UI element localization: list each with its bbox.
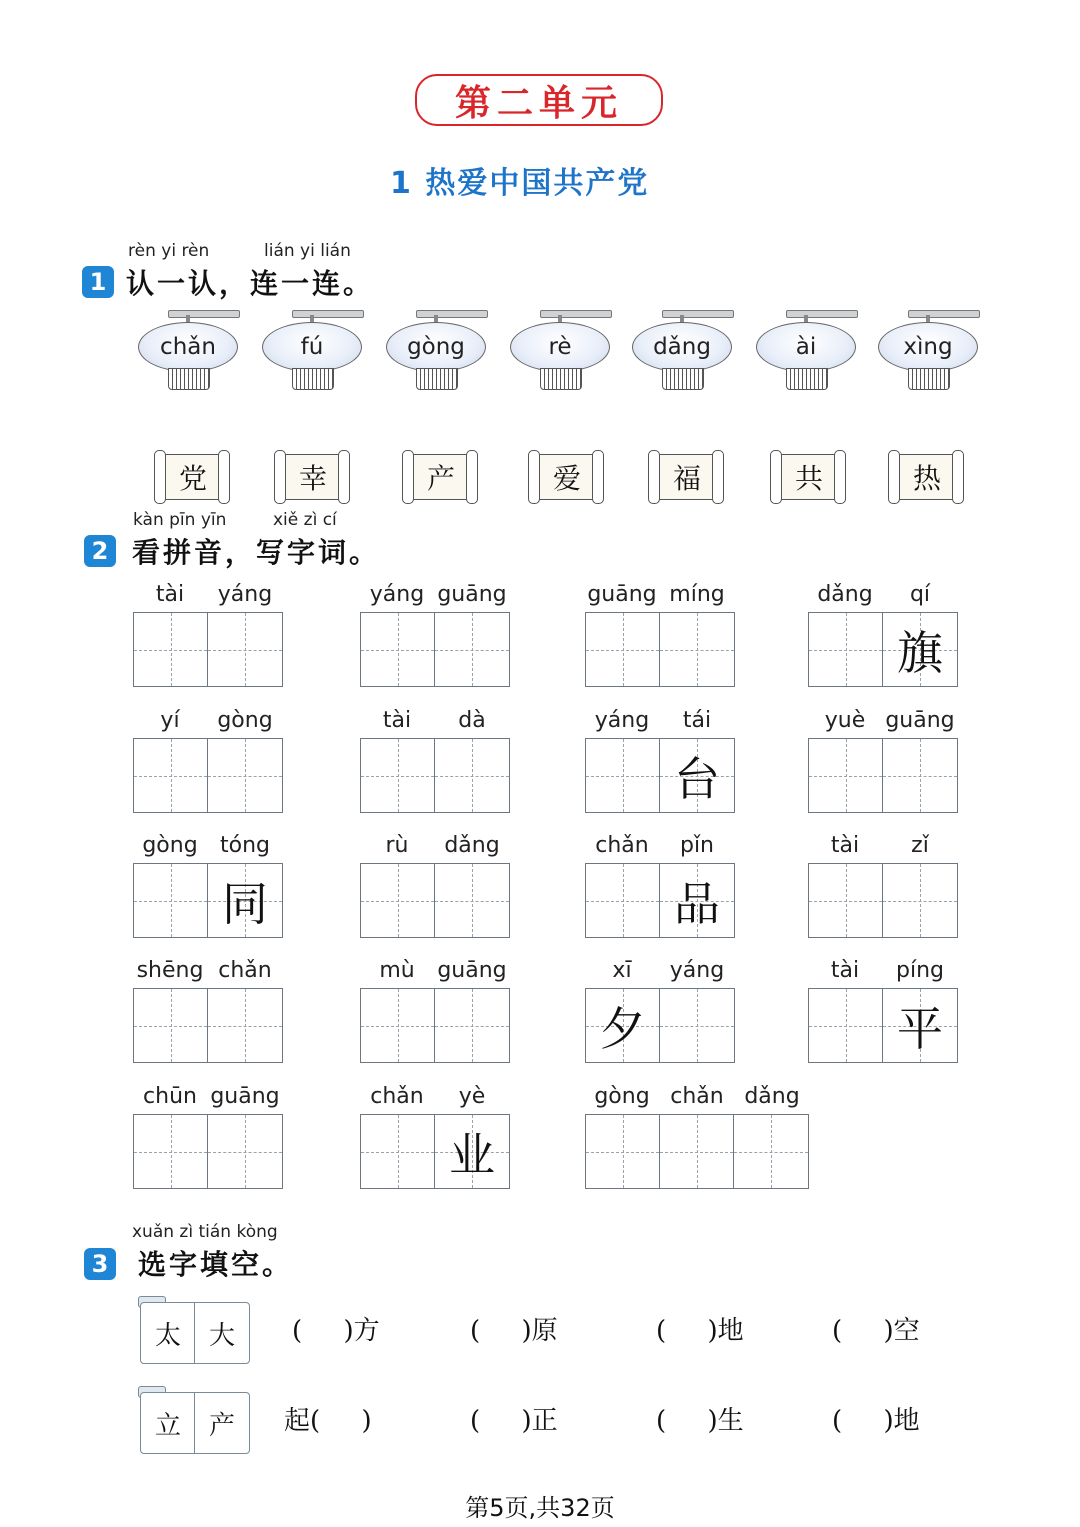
scroll-rod-right <box>952 450 964 504</box>
scroll-rod-left <box>770 450 782 504</box>
writing-cell[interactable] <box>586 739 660 812</box>
scroll-rod-right <box>712 450 724 504</box>
pinyin-syllable: gòng <box>217 708 273 733</box>
fill-blank-item[interactable]: ( )生 <box>656 1406 744 1436</box>
pinyin-syllable: dà <box>458 708 486 733</box>
writing-cell[interactable] <box>208 989 282 1062</box>
writing-grid <box>133 863 283 938</box>
section2-pinyin-a: kàn pīn yīn <box>133 510 227 530</box>
pinyin-syllable: míng <box>669 582 725 607</box>
writing-cell[interactable] <box>883 989 957 1062</box>
writing-grid <box>808 863 958 938</box>
writing-grid <box>360 988 510 1063</box>
writing-cell[interactable] <box>208 739 282 812</box>
writing-cell[interactable] <box>883 739 957 812</box>
writing-grid <box>360 738 510 813</box>
writing-grid <box>585 1114 809 1189</box>
writing-cell[interactable] <box>883 613 957 686</box>
cell-character: 台 <box>674 751 720 806</box>
scroll-rod-left <box>528 450 540 504</box>
lantern-tassel <box>908 368 950 390</box>
book-character: 大 <box>194 1302 250 1364</box>
lantern[interactable] <box>138 310 238 394</box>
writing-cell[interactable] <box>660 989 734 1062</box>
writing-grid <box>133 738 283 813</box>
lantern-cap <box>540 310 612 318</box>
fill-blank-item[interactable]: ( )空 <box>832 1316 920 1346</box>
writing-cell[interactable] <box>361 1115 435 1188</box>
pinyin-syllable: yáng <box>669 958 725 983</box>
book-character: 产 <box>194 1392 250 1454</box>
writing-grid <box>133 1114 283 1189</box>
pinyin-syllable: xī <box>612 958 632 983</box>
pinyin-syllable: tóng <box>220 833 270 858</box>
cell-character: 平 <box>897 1001 943 1056</box>
lantern[interactable] <box>878 310 978 394</box>
writing-cell[interactable] <box>208 864 282 937</box>
scroll-rod-right <box>834 450 846 504</box>
writing-grid <box>808 738 958 813</box>
writing-grid <box>360 1114 510 1189</box>
lantern-tassel <box>786 368 828 390</box>
lantern-cap <box>168 310 240 318</box>
writing-cell[interactable] <box>586 989 660 1062</box>
pinyin-syllable: tài <box>830 958 860 983</box>
writing-cell[interactable] <box>809 739 883 812</box>
pinyin-syllable: qí <box>909 582 931 607</box>
writing-cell[interactable] <box>586 613 660 686</box>
scroll-card[interactable] <box>154 450 230 502</box>
scroll-rod-left <box>274 450 286 504</box>
lantern[interactable] <box>510 310 610 394</box>
scroll-card[interactable] <box>402 450 478 502</box>
writing-cell[interactable] <box>361 989 435 1062</box>
scroll-character: 共 <box>778 454 840 500</box>
pinyin-syllable: chǎn <box>218 958 272 983</box>
writing-cell[interactable] <box>435 864 509 937</box>
writing-cell[interactable] <box>734 1115 808 1188</box>
scroll-card[interactable] <box>528 450 604 502</box>
section2-title: 看拼音，写字词。 <box>132 536 381 569</box>
pinyin-syllable: chǎn <box>370 1084 424 1109</box>
section2-pinyin-b: xiě zì cí <box>273 510 337 530</box>
pinyin-syllable: tài <box>382 708 412 733</box>
writing-grid <box>585 988 735 1063</box>
lantern-pinyin: ài <box>756 322 856 372</box>
scroll-card[interactable] <box>274 450 350 502</box>
fill-blank-item[interactable]: ( )方 <box>292 1316 380 1346</box>
writing-cell[interactable] <box>134 864 208 937</box>
scroll-character: 爱 <box>536 454 598 500</box>
section1-title: 认一认，连一连。 <box>126 267 375 300</box>
pinyin-syllable: tái <box>682 708 712 733</box>
scroll-character: 产 <box>410 454 472 500</box>
writing-cell[interactable] <box>134 613 208 686</box>
pinyin-syllable: gòng <box>594 1084 650 1109</box>
scroll-rod-left <box>648 450 660 504</box>
scroll-character: 幸 <box>282 454 344 500</box>
pinyin-syllable: dǎng <box>744 1084 800 1109</box>
lantern[interactable] <box>756 310 856 394</box>
writing-grid <box>360 863 510 938</box>
pinyin-syllable: dǎng <box>444 833 500 858</box>
pinyin-syllable: rù <box>385 833 409 858</box>
writing-cell[interactable] <box>660 739 734 812</box>
pinyin-syllable: yáng <box>217 582 273 607</box>
writing-cell[interactable] <box>883 864 957 937</box>
writing-cell[interactable] <box>809 864 883 937</box>
writing-cell[interactable] <box>809 989 883 1062</box>
choice-book <box>138 1296 250 1366</box>
writing-cell[interactable] <box>660 1115 734 1188</box>
pinyin-syllable: guāng <box>210 1084 280 1109</box>
writing-cell[interactable] <box>660 864 734 937</box>
fill-blank-item[interactable]: 起( ) <box>284 1406 372 1436</box>
scroll-rod-left <box>402 450 414 504</box>
lantern-tassel <box>292 368 334 390</box>
section1-pinyin-a: rèn yi rèn <box>128 241 210 261</box>
writing-cell[interactable] <box>134 989 208 1062</box>
pinyin-syllable: guāng <box>587 582 657 607</box>
writing-cell[interactable] <box>361 613 435 686</box>
scroll-card[interactable] <box>648 450 724 502</box>
writing-cell[interactable] <box>208 1115 282 1188</box>
writing-grid <box>808 612 958 687</box>
pinyin-syllable: yè <box>458 1084 486 1109</box>
section3-title: 选字填空。 <box>138 1248 294 1281</box>
writing-cell[interactable] <box>134 739 208 812</box>
pinyin-syllable: yáng <box>594 708 650 733</box>
lantern-tassel <box>168 368 210 390</box>
section1-number: 1 <box>82 266 114 298</box>
fill-blank-item[interactable]: ( )原 <box>470 1316 558 1346</box>
lantern-pinyin: chǎn <box>138 322 238 372</box>
pinyin-syllable: yuè <box>824 708 866 733</box>
writing-cell[interactable] <box>361 864 435 937</box>
choice-book <box>138 1386 250 1456</box>
writing-cell[interactable] <box>586 1115 660 1188</box>
scroll-rod-right <box>592 450 604 504</box>
pinyin-syllable: tài <box>830 833 860 858</box>
pinyin-syllable: pǐn <box>679 833 715 858</box>
lantern-pinyin: dǎng <box>632 322 732 372</box>
lantern[interactable] <box>386 310 486 394</box>
writing-grid <box>585 738 735 813</box>
lantern[interactable] <box>262 310 362 394</box>
scroll-rod-left <box>888 450 900 504</box>
section3-pinyin: xuǎn zì tián kòng <box>132 1222 278 1242</box>
lantern-pinyin: xìng <box>878 322 978 372</box>
writing-cell[interactable] <box>809 613 883 686</box>
lantern-pinyin: rè <box>510 322 610 372</box>
scroll-character: 福 <box>656 454 718 500</box>
lantern-cap <box>292 310 364 318</box>
pinyin-syllable: mù <box>379 958 415 983</box>
fill-blank-item[interactable]: ( )正 <box>470 1406 558 1436</box>
writing-cell[interactable] <box>435 613 509 686</box>
writing-grid <box>360 612 510 687</box>
lantern-pinyin: gòng <box>386 322 486 372</box>
writing-cell[interactable] <box>134 1115 208 1188</box>
pinyin-syllable: yáng <box>369 582 425 607</box>
scroll-rod-right <box>218 450 230 504</box>
scroll-card[interactable] <box>770 450 846 502</box>
lesson-title: 1 热爱中国共产党 <box>390 166 650 201</box>
pinyin-syllable: chǎn <box>670 1084 724 1109</box>
pinyin-syllable: gòng <box>142 833 198 858</box>
writing-cell[interactable] <box>435 739 509 812</box>
lantern-cap <box>416 310 488 318</box>
lantern-cap <box>786 310 858 318</box>
lantern-cap <box>662 310 734 318</box>
scroll-character: 党 <box>162 454 224 500</box>
pinyin-syllable: guāng <box>437 582 507 607</box>
writing-cell[interactable] <box>586 864 660 937</box>
page-footer: 第5页,共32页 <box>465 1494 615 1522</box>
lantern-tassel <box>416 368 458 390</box>
section2-number: 2 <box>84 535 116 567</box>
lantern-pinyin: fú <box>262 322 362 372</box>
pinyin-syllable: chǎn <box>595 833 649 858</box>
cell-character: 同 <box>222 876 268 931</box>
writing-grid <box>808 988 958 1063</box>
lantern[interactable] <box>632 310 732 394</box>
lantern-cap <box>908 310 980 318</box>
pinyin-syllable: guāng <box>885 708 955 733</box>
cell-character: 旗 <box>897 625 943 680</box>
pinyin-syllable: zǐ <box>911 833 929 858</box>
writing-grid <box>133 612 283 687</box>
writing-cell[interactable] <box>660 613 734 686</box>
pinyin-syllable: tài <box>155 582 185 607</box>
writing-grid <box>585 612 735 687</box>
lantern-tassel <box>540 368 582 390</box>
pinyin-syllable: shēng <box>136 958 204 983</box>
book-character: 太 <box>140 1302 196 1364</box>
fill-blank-item[interactable]: ( )地 <box>656 1316 744 1346</box>
lantern-tassel <box>662 368 704 390</box>
scroll-rod-right <box>338 450 350 504</box>
pinyin-syllable: yí <box>160 708 180 733</box>
section1-pinyin-b: lián yi lián <box>264 241 351 261</box>
cell-character: 业 <box>449 1127 495 1182</box>
cell-character: 品 <box>674 876 720 931</box>
scroll-rod-right <box>466 450 478 504</box>
writing-cell[interactable] <box>208 613 282 686</box>
section3-number: 3 <box>84 1248 116 1280</box>
writing-cell[interactable] <box>361 739 435 812</box>
writing-grid <box>133 988 283 1063</box>
pinyin-syllable: píng <box>896 958 944 983</box>
pinyin-syllable: guāng <box>437 958 507 983</box>
cell-character: 夕 <box>599 1001 646 1056</box>
writing-cell[interactable] <box>435 1115 509 1188</box>
scroll-rod-left <box>154 450 166 504</box>
scroll-card[interactable] <box>888 450 964 502</box>
pinyin-syllable: dǎng <box>817 582 873 607</box>
unit-title: 第二单元 <box>415 74 663 126</box>
writing-cell[interactable] <box>435 989 509 1062</box>
pinyin-syllable: chūn <box>143 1084 197 1109</box>
fill-blank-item[interactable]: ( )地 <box>832 1406 920 1436</box>
scroll-character: 热 <box>896 454 958 500</box>
writing-grid <box>585 863 735 938</box>
book-character: 立 <box>140 1392 196 1454</box>
